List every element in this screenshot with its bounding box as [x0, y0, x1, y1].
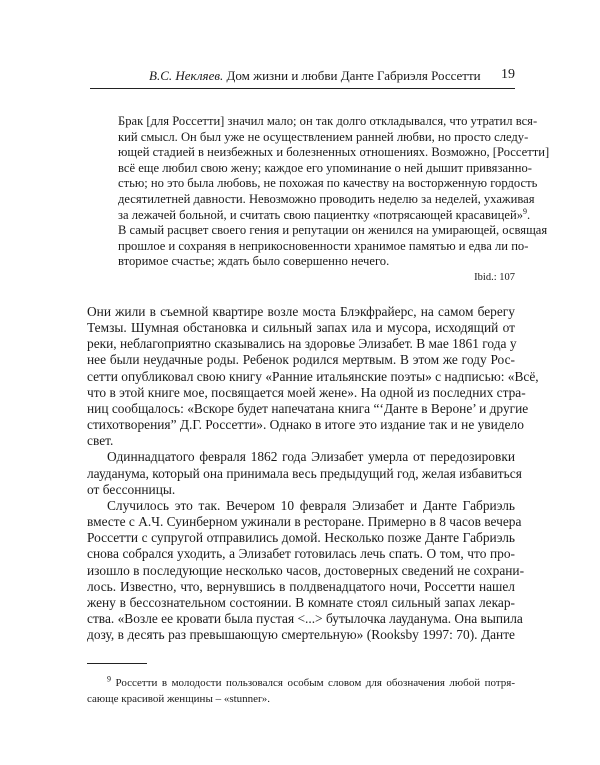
footnote-line: сающе красивой женщины – «stunner». [87, 693, 270, 705]
body-line: Случилось это так. Вечером 10 февраля Элизабет и Данте Габриэль [107, 497, 515, 513]
body-line: Темзы. Шумная обстановка и сильный запах ила и мусора, исходящий от [87, 320, 515, 336]
body-line: Они жили в съемной квартире возле моста Блэкфрайерс, на самом берегу [87, 304, 515, 319]
block-quote [118, 114, 550, 270]
footnote-text: Россетти в молодости пользовался особым словом для обозначения любой потря- [115, 677, 516, 689]
body-line: сетти опубликовал свою книгу «Ранние итальянские поэты» с надписью: «Всё, [87, 368, 539, 384]
footnote [87, 675, 515, 707]
body-line: лауданума, который она принимала весь предыдущий год, желая избавиться [87, 465, 522, 481]
body-line: от бессонницы. [87, 481, 176, 497]
body-line: лось. Известно, что, вернувшись в полдвенадцатого ночи, Россетти нашел [87, 578, 515, 594]
header-author: В.С. Некляев. [149, 68, 224, 83]
body-line: изошло в последующие несколько часов, достоверных сведений не сохрани- [87, 562, 525, 578]
quote-line: вторимое счастье; ждать было совершенно нечего. [118, 254, 390, 269]
quote-line: прошлое и сохраняя в неприкосновенности хранимое памятью и едва ли по- [118, 238, 529, 253]
page-number: 19 [501, 67, 515, 82]
quote-line: Брак [для Россетти] значил мало; он так долго откладывался, что утратил вся- [118, 114, 538, 128]
body-line: реки, неблагоприятно сказывались на здоровье Элизабет. В мае 1861 года у [87, 336, 517, 352]
quote-line: В самый расцвет своего гения и репутации он женился на умирающей, освящая [118, 223, 548, 238]
footnote-number: 9 [107, 674, 111, 684]
quote-line: кий смысл. Он был уже не осуществлением ранней любви, но просто следу- [118, 129, 529, 144]
quote-line: десятилетней давности. Невозможно проводить неделю за неделей, ухаживая [118, 191, 535, 206]
body-line: стихотворения” Д.Г. Россетти». Однако в итоге это издание так и не увидело [87, 417, 524, 433]
body-line: ниц сообщалось: «Вскоре будет напечатана книга “‘Данте в Вероне’ и другие [87, 400, 529, 416]
body-line: что в этой книге мое, посвящается моей жене». На одной из последних стра- [87, 384, 526, 400]
footnote-line [87, 675, 515, 691]
body-line: Одиннадцатого февраля 1862 года Элизабет умерла от передозировки [107, 449, 515, 465]
footnote-divider [87, 663, 147, 664]
header-book-title: Дом жизни и любви Данте Габриэля Россетти [226, 68, 481, 83]
quote-line: стью; но это была любовь, не похожая по качеству на восторженную гордость [118, 176, 538, 191]
body-line: Россетти с супругой отправились домой. Несколько позже Данте Габриэль [87, 530, 515, 546]
body-line: дозу, в десять раз превышающую смертельную» (Rooksby 1997: 70). Данте [87, 627, 515, 643]
body-line: жену в бессознательном состоянии. В комнате стоял сильный запах лекар- [87, 594, 515, 610]
body-line: нее были неудачные роды. Ребенок родился мертвым. В этом же году Рос- [87, 352, 515, 368]
quote-line [118, 206, 531, 224]
quote-line: ющей стадией в неизбежных и болезненных отношениях. Возможно, [Россетти] [118, 145, 550, 160]
body-text [87, 304, 539, 643]
body-line: ства. «Возле ее кровати была пустая <...> бутылочка лауданума. Она выпила [87, 610, 523, 626]
quote-source: Ibid.: 107 [474, 272, 515, 283]
body-line: вместе с А.Ч. Суинберном ужинали в ресторане. Примерно в 8 часов вечера [87, 514, 522, 530]
footnote-reference[interactable]: 9 [523, 206, 527, 216]
body-line: свет. [87, 433, 114, 449]
quote-line: всё еще любил свою жену; каждое его упоминание о ней дышит привязанно- [118, 160, 533, 175]
period: . [527, 207, 531, 222]
quote-line-text: за лежачей больной, и считать свою пациентку «потрясающей красавицей» [118, 207, 523, 222]
body-line: снова собрался уходить, а Элизабет готовилась лечь спать. О том, что про- [87, 546, 515, 562]
header-title [149, 68, 481, 84]
running-header [90, 68, 515, 89]
